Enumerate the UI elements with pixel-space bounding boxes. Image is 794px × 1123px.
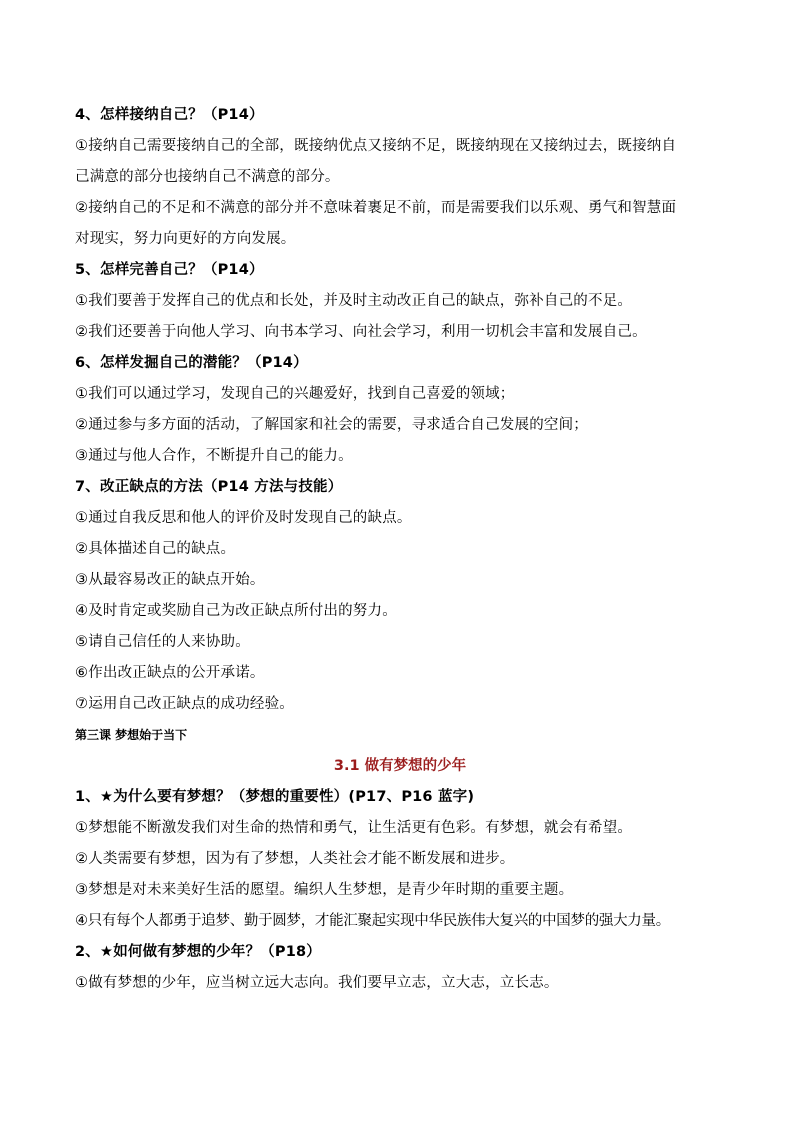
section-4-heading: 4、怎样接纳自己？（P14）	[75, 107, 264, 123]
section-4-paragraph-2-line-2: 对现实，努力向更好的方向发展。	[75, 231, 296, 247]
question-1-item-1: ①梦想能不断激发我们对生命的热情和勇气，让生活更有色彩。有梦想，就会有希望。	[75, 820, 633, 836]
question-2-heading: 2、★如何做有梦想的少年？（P18）	[75, 944, 321, 960]
section-7-item-4: ④及时肯定或奖励自己为改正缺点所付出的努力。	[75, 603, 397, 619]
section-6-item-3: ③通过与他人合作，不断提升自己的能力。	[75, 448, 353, 464]
section-7-item-3: ③从最容易改正的缺点开始。	[75, 572, 265, 588]
section-7-item-6: ⑥作出改正缺点的公开承诺。	[75, 665, 265, 681]
section-5-heading: 5、怎样完善自己？（P14）	[75, 262, 264, 278]
question-1-item-3: ③梦想是对未来美好生活的愿望。编织人生梦想，是青少年时期的重要主题。	[75, 882, 574, 898]
document-page	[75, 100, 725, 999]
lesson-title: 3.1 做有梦想的少年	[333, 758, 467, 774]
question-1-item-2: ②人类需要有梦想，因为有了梦想，人类社会才能不断发展和进步。	[75, 851, 515, 867]
section-7-item-2: ②具体描述自己的缺点。	[75, 541, 236, 557]
section-4-paragraph-1-line-1: ①接纳自己需要接纳自己的全部，既接纳优点又接纳不足，既接纳现在又接纳过去，既接纳自	[75, 138, 677, 154]
section-6-heading: 6、怎样发掘自己的潜能？（P14）	[75, 355, 308, 371]
section-4-paragraph-1-line-2: 己满意的部分也接纳自己不满意的部分。	[75, 169, 340, 185]
question-2-item-1: ①做有梦想的少年，应当树立远大志向。我们要早立志，立大志，立长志。	[75, 975, 559, 991]
question-1-heading: 1、★为什么要有梦想？（梦想的重要性）(P17、P16 蓝字)	[75, 789, 475, 805]
question-1-item-4: ④只有每个人都勇于追梦、勤于圆梦，才能汇聚起实现中华民族伟大复兴的中国梦的强大力量。	[75, 913, 670, 929]
section-4-paragraph-2-line-1: ②接纳自己的不足和不满意的部分并不意味着裹足不前，而是需要我们以乐观、勇气和智慧面	[75, 200, 677, 216]
section-5-item-1: ①我们要善于发挥自己的优点和长处，并及时主动改正自己的缺点，弥补自己的不足。	[75, 293, 633, 309]
section-7-heading: 7、改正缺点的方法（P14 方法与技能）	[75, 479, 343, 495]
section-6-item-1: ①我们可以通过学习，发现自己的兴趣爱好，找到自己喜爱的领域；	[75, 386, 515, 402]
section-7-item-5: ⑤请自己信任的人来协助。	[75, 634, 250, 650]
section-7-item-1: ①通过自我反思和他人的评价及时发现自己的缺点。	[75, 510, 412, 526]
section-6-item-2: ②通过参与多方面的活动，了解国家和社会的需要，寻求适合自己发展的空间；	[75, 417, 588, 433]
section-7-item-7: ⑦运用自己改正缺点的成功经验。	[75, 696, 294, 712]
section-5-item-2: ②我们还要善于向他人学习、向书本学习、向社会学习，利用一切机会丰富和发展自己。	[75, 324, 647, 340]
lesson-label: 第三课 梦想始于当下	[75, 728, 188, 742]
